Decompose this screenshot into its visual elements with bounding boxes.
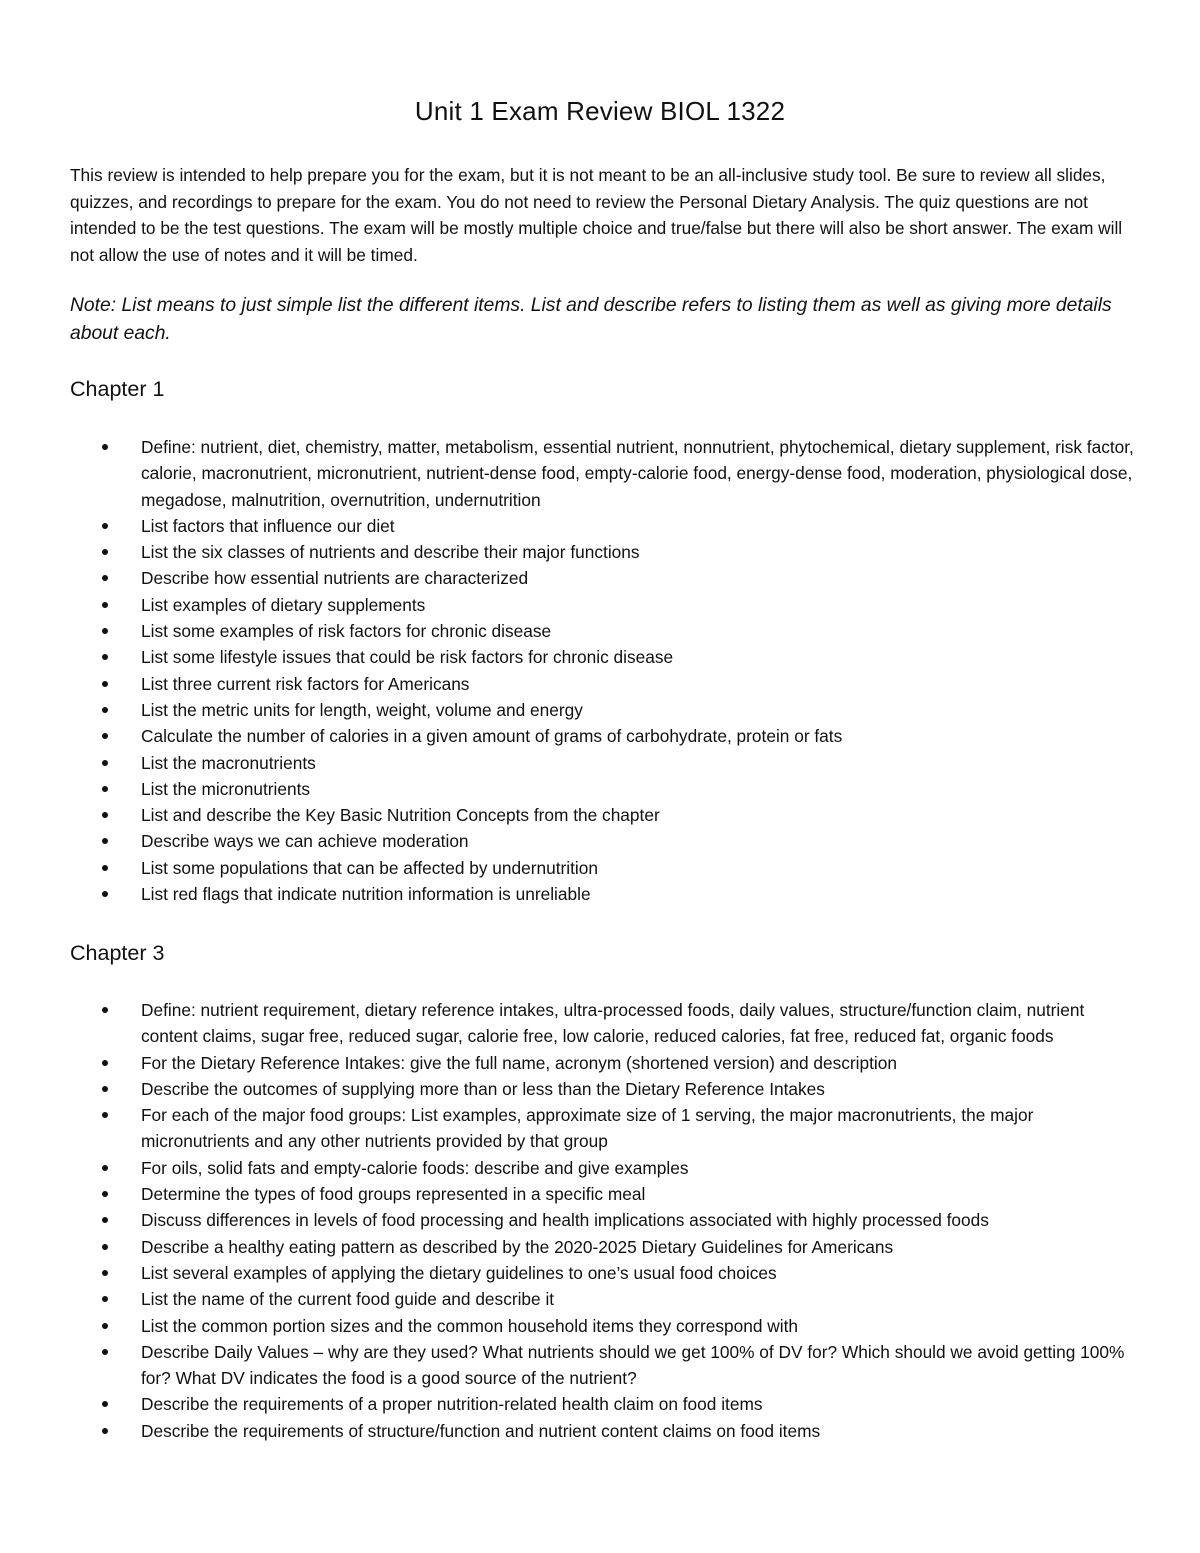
- bullet-icon: [102, 733, 108, 739]
- bullet-icon: [102, 1191, 108, 1197]
- bullet-icon: [102, 602, 108, 608]
- list-item: [0, 855, 1200, 881]
- list-item: [0, 1391, 1200, 1417]
- list-item-text: For the Dietary Reference Intakes: give the full name, acronym (shortened version) and description: [141, 1052, 897, 1073]
- list-item-text: Calculate the number of calories in a given amount of grams of carbohydrate, protein or fats: [141, 726, 843, 747]
- list-item: [0, 513, 1200, 539]
- list-item-text: List some populations that can be affected by undernutrition: [141, 857, 598, 878]
- bullet-icon: [102, 1217, 108, 1223]
- intro-paragraph: This review is intended to help prepare you for the exam, but it is not meant to be an all-inclusive study tool. Be sure to review all slides, quizzes, and recordings to prepare for the exam. You do not need to review the Personal Dietary Analysis. The quiz questions are not intended to be the test questions. The exam will be mostly multiple choice and true/false but there will also be short answer. The exam will not allow the use of notes and it will be timed.: [70, 165, 1123, 265]
- bullet-icon: [102, 1165, 108, 1171]
- list-item-text: Describe the requirements of structure/function and nutrient content claims on food items: [141, 1420, 821, 1441]
- bullet-icon: [102, 1401, 108, 1407]
- list-item: [0, 750, 1200, 776]
- bullet-icon: [102, 1086, 108, 1092]
- list-item-text: List and describe the Key Basic Nutrition Concepts from the chapter: [141, 805, 660, 826]
- bullet-icon: [102, 1244, 108, 1250]
- bullet-icon: [102, 681, 108, 687]
- bullet-icon: [102, 1112, 108, 1118]
- list-item-text: Describe how essential nutrients are characterized: [141, 568, 529, 589]
- bullet-icon: [102, 891, 108, 897]
- bullet-icon: [102, 865, 108, 871]
- bullet-icon: [102, 760, 108, 766]
- bullet-icon: [102, 1428, 108, 1434]
- bullet-icon: [102, 786, 108, 792]
- bullet-icon: [102, 812, 108, 818]
- list-item-text: For each of the major food groups: List examples, approximate size of 1 serving, the major macronutrients, the major micronutrients and any other nutrients provided by that group: [141, 1105, 1034, 1152]
- list-item: [0, 671, 1200, 697]
- list-item: [0, 644, 1200, 670]
- list-item-text: List red flags that indicate nutrition information is unreliable: [141, 884, 591, 905]
- list-item-text: Discuss differences in levels of food processing and health implications associated with highly processed foods: [141, 1210, 989, 1231]
- bullet-icon: [102, 707, 108, 713]
- bullet-icon: [102, 523, 108, 529]
- chapter-3-heading: Chapter 3: [70, 941, 165, 965]
- list-item-text: Describe Daily Values – why are they used? What nutrients should we get 100% of DV for? Which should we avoid getting 100% for? What DV indicates the food is a good source of the nutrient?: [141, 1341, 1125, 1389]
- list-item-text: List factors that influence our diet: [141, 515, 395, 536]
- list-item: [0, 565, 1200, 591]
- bullet-icon: [102, 549, 108, 555]
- list-item: [0, 1181, 1200, 1207]
- bullet-icon: [102, 838, 108, 844]
- list-item-text: List the common portion sizes and the common household items they correspond with: [141, 1315, 799, 1336]
- bullet-icon: [102, 1323, 108, 1329]
- list-item: [0, 592, 1200, 618]
- bullet-icon: [102, 575, 108, 581]
- list-item: [0, 1339, 1200, 1392]
- bullet-icon: [102, 628, 108, 634]
- list-item: [0, 828, 1200, 854]
- list-item: [0, 1102, 1200, 1155]
- list-item: [0, 1207, 1200, 1233]
- bullet-icon: [102, 654, 108, 660]
- chapter-3-list: [0, 997, 1200, 1444]
- list-item: [0, 997, 1200, 1050]
- list-item: [0, 434, 1200, 513]
- list-item: [0, 1313, 1200, 1339]
- list-item-text: Describe ways we can achieve moderation: [141, 831, 469, 852]
- bullet-icon: [102, 1007, 108, 1013]
- list-item: [0, 802, 1200, 828]
- bullet-icon: [102, 1060, 108, 1066]
- list-item-text: List several examples of applying the dietary guidelines to one’s usual food choices: [141, 1262, 777, 1283]
- document-title: Unit 1 Exam Review BIOL 1322: [414, 96, 786, 126]
- list-item-text: List the macronutrients: [141, 752, 316, 773]
- note-paragraph: Note: List means to just simple list the different items. List and describe refers to listing them as well as giving more details about each.: [70, 295, 1112, 344]
- list-item-text: Describe a healthy eating pattern as described by the 2020-2025 Dietary Guidelines for Americans: [141, 1236, 894, 1257]
- list-item-text: Define: nutrient requirement, dietary reference intakes, ultra-processed foods, daily values, structure/function claim, nutrient content claims, sugar free, reduced sugar, calorie free, low calorie, reduced calories, fat free, reduced fat, organic foods: [141, 1000, 1085, 1047]
- list-item-text: List the six classes of nutrients and describe their major functions: [141, 542, 640, 563]
- bullet-icon: [102, 1296, 108, 1302]
- list-item: [0, 1260, 1200, 1286]
- list-item: [0, 1050, 1200, 1076]
- list-item-text: List examples of dietary supplements: [141, 594, 426, 615]
- list-item: [0, 618, 1200, 644]
- list-item-text: List the micronutrients: [141, 778, 311, 799]
- list-item: [0, 1155, 1200, 1181]
- list-item-text: List three current risk factors for Americans: [141, 673, 470, 694]
- list-item-text: For oils, solid fats and empty-calorie foods: describe and give examples: [141, 1157, 689, 1178]
- chapter-1-list: [0, 434, 1200, 907]
- bullet-icon: [102, 1349, 108, 1355]
- list-item-text: Define: nutrient, diet, chemistry, matter, metabolism, essential nutrient, nonnutrient, phytochemical, dietary supplement, risk factor, calorie, macronutrient, micronutrient, nutrient-dense food, empty-calorie food, energy-dense food, moderation, physiological dose, megadose, malnutrition, overnutrition, undernutrition: [141, 437, 1134, 510]
- list-item: [0, 776, 1200, 802]
- bullet-icon: [102, 1270, 108, 1276]
- list-item: [0, 1286, 1200, 1312]
- list-item-text: Determine the types of food groups represented in a specific meal: [141, 1184, 646, 1205]
- list-item: [0, 697, 1200, 723]
- list-item-text: List the name of the current food guide and describe it: [141, 1289, 555, 1310]
- list-item: [0, 1234, 1200, 1260]
- list-item: [0, 1076, 1200, 1102]
- list-item: [0, 723, 1200, 749]
- bullet-icon: [102, 444, 108, 450]
- list-item: [0, 881, 1200, 907]
- chapter-1-heading: Chapter 1: [70, 377, 165, 401]
- list-item-text: Describe the requirements of a proper nutrition-related health claim on food items: [141, 1394, 763, 1415]
- list-item-text: List some examples of risk factors for chronic disease: [141, 621, 552, 642]
- list-item-text: Describe the outcomes of supplying more than or less than the Dietary Reference Intakes: [141, 1078, 825, 1099]
- list-item-text: List the metric units for length, weight, volume and energy: [141, 699, 583, 720]
- list-item-text: List some lifestyle issues that could be risk factors for chronic disease: [141, 647, 674, 668]
- list-item: [0, 1418, 1200, 1444]
- list-item: [0, 539, 1200, 565]
